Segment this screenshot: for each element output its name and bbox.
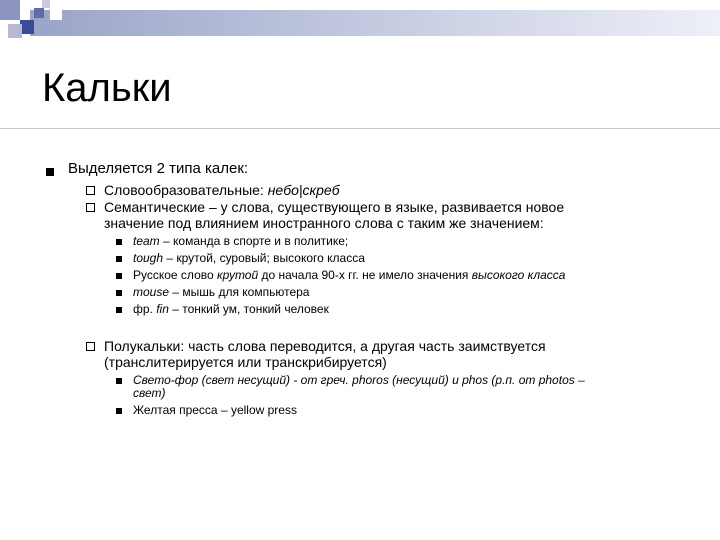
example-text: Русское слово — [133, 268, 217, 282]
slide-title: Кальки — [42, 66, 172, 110]
bullet-hollow-square-icon — [86, 186, 95, 195]
example-term: tough — [133, 251, 164, 265]
example-text: до начала 90-х гг. не имело значения — [258, 268, 472, 282]
example-text: – тонкий ум, тонкий человек — [168, 302, 329, 316]
example-text: – команда в спорте и в политике; — [159, 234, 349, 248]
example-item — [133, 269, 565, 282]
example-item — [133, 235, 348, 248]
example-term: высокого класса — [471, 268, 566, 282]
example-term: mouse — [133, 285, 170, 299]
type-line: Семантические – у слова, существующего в языке, развивается новое — [104, 199, 565, 215]
bullet-square-icon — [46, 168, 54, 176]
example-text: Желтая пресса – yellow press — [133, 403, 297, 417]
type-item-half-calque — [104, 338, 546, 370]
title-divider — [0, 128, 720, 129]
bullet-small-square-icon — [116, 256, 122, 262]
type-item-word-formation — [104, 182, 340, 198]
bullet-small-square-icon — [116, 307, 122, 313]
bullet-small-square-icon — [116, 408, 122, 414]
example-item — [133, 374, 585, 400]
type-item-semantic — [104, 199, 564, 231]
example-text: – мышь для компьютера — [169, 285, 310, 299]
lead-text: Выделяется 2 типа калек: — [68, 160, 249, 177]
example-term: team — [133, 234, 160, 248]
bullet-hollow-square-icon — [86, 203, 95, 212]
example-item — [133, 404, 297, 417]
example-item — [133, 252, 365, 265]
type-label: Словообразовательные: — [104, 182, 268, 198]
example-line: Свето-фор (свет несущий) - от греч. phoros (несущий) и phos (р.п. от photos – — [133, 373, 585, 387]
type-example: небо|скреб — [267, 182, 340, 198]
bullet-hollow-square-icon — [86, 342, 95, 351]
example-item — [133, 303, 329, 316]
bullet-small-square-icon — [116, 273, 122, 279]
type-line: значение под влиянием иностранного слова с таким же значением: — [104, 215, 544, 231]
type-line: (транслитерируется или транскрибируется) — [104, 354, 387, 370]
example-term: fin — [156, 302, 169, 316]
example-line: свет) — [133, 386, 166, 400]
bullet-small-square-icon — [116, 239, 122, 245]
example-item — [133, 286, 309, 299]
type-line: Полукальки: часть слова переводится, а другая часть заимствуется — [104, 338, 546, 354]
example-text: – крутой, суровый; высокого класса — [163, 251, 365, 265]
example-term: крутой — [217, 268, 259, 282]
bullet-small-square-icon — [116, 378, 122, 384]
decorative-squares — [0, 0, 720, 50]
example-text: фр. — [133, 302, 157, 316]
bullet-small-square-icon — [116, 290, 122, 296]
